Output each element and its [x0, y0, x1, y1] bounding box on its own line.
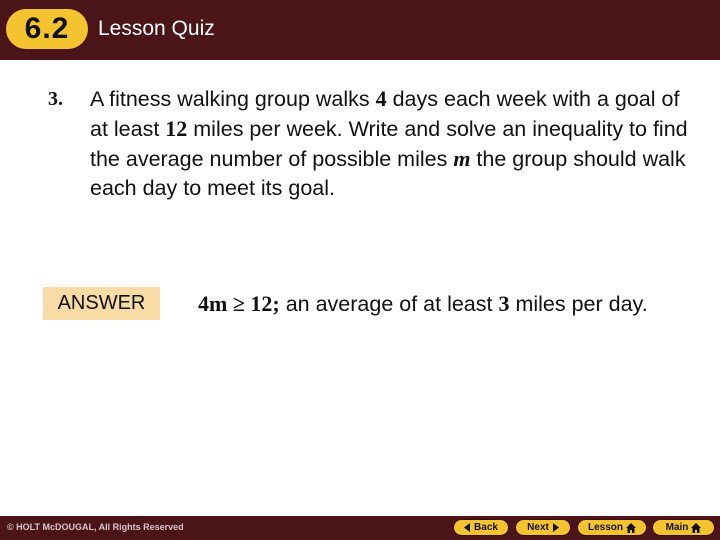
- back-button[interactable]: [453, 519, 509, 536]
- main-button[interactable]: [652, 519, 715, 536]
- question-text: [90, 84, 690, 203]
- home-icon: [691, 523, 701, 533]
- answer-text: [198, 289, 678, 319]
- lesson-button[interactable]: [577, 519, 647, 536]
- question-number: 3.: [48, 88, 63, 110]
- footer-bar: [0, 516, 720, 540]
- answer-label: ANSWER: [43, 287, 160, 320]
- question-text-part: miles per week. Write and solve an inequality to find the average number of possible miles: [90, 117, 688, 171]
- question-text-part: A fitness walking group walks: [90, 87, 376, 111]
- next-button-label: Next: [527, 522, 549, 533]
- section-badge: [6, 9, 88, 49]
- next-button[interactable]: [515, 519, 571, 536]
- chevron-left-icon: [464, 523, 471, 532]
- question-variable: m: [453, 146, 471, 171]
- back-button-label: Back: [474, 522, 498, 533]
- question-text-part: days each week with a goal of at least: [90, 87, 680, 141]
- chevron-right-icon: [552, 523, 559, 532]
- main-button-label: Main: [665, 522, 689, 533]
- answer-text-part: miles per day.: [509, 292, 648, 316]
- lesson-button-label: Lesson: [587, 522, 623, 533]
- answer-math: 4m ≥ 12;: [198, 291, 280, 316]
- page-title: Lesson Quiz: [98, 17, 215, 40]
- copyright-text: © HOLT McDOUGAL, All Rights Reserved: [7, 522, 184, 532]
- answer-number-value: 3: [498, 291, 510, 316]
- question-text-part: the group should walk each day to meet its goal.: [90, 147, 686, 200]
- answer-text-part: an average of at least: [279, 292, 499, 316]
- section-number: 6.2: [24, 12, 70, 45]
- question-number-value: 4: [375, 86, 387, 111]
- question-number-value: 12: [165, 116, 188, 141]
- header-bar: [0, 0, 720, 60]
- home-icon: [626, 523, 636, 533]
